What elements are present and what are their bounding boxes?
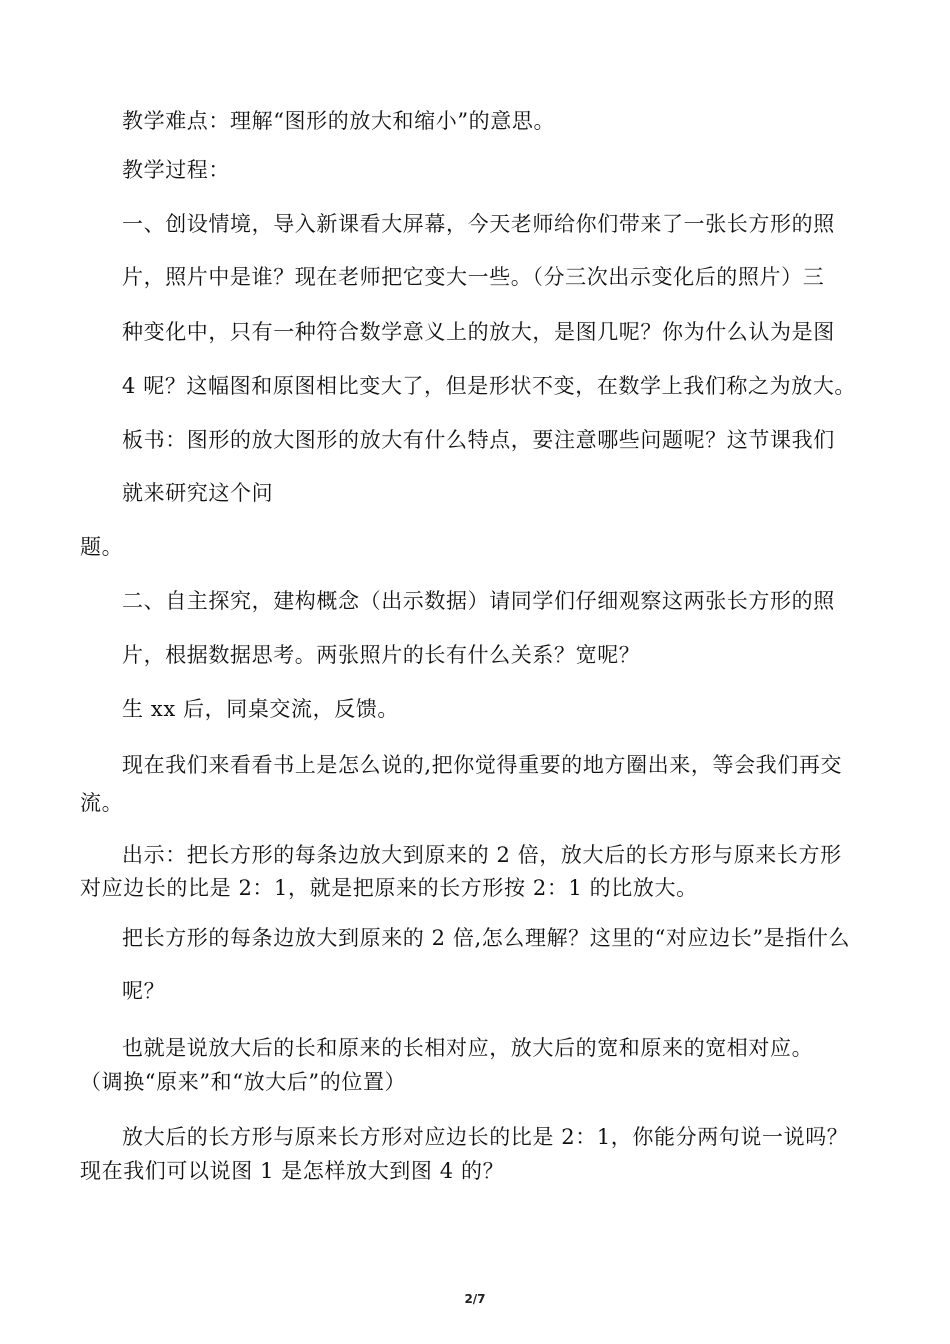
text-line: 也就是说放大后的长和原来的长相对应，放大后的宽和原来的宽相对应。: [122, 1036, 814, 1060]
text-line: 教学过程：: [122, 158, 230, 182]
text-line: 把长方形的每条边放大到原来的 2 倍,怎么理解？这里的“对应边长”是指什么: [122, 926, 851, 950]
text-line: 就来研究这个问: [122, 481, 274, 505]
text-line: 教学难点：理解“图形的放大和缩小”的意思。: [122, 109, 556, 133]
text-line: 流。: [80, 791, 124, 815]
text-line: 板书：图形的放大图形的放大有什么特点，要注意哪些问题呢？这节课我们: [122, 428, 835, 452]
text-line: 放大后的长方形与原来长方形对应边长的比是 2：1，你能分两句说一说吗？: [122, 1125, 849, 1149]
text-line: 二、自主探究，建构概念（出示数据）请同学们仔细观察这两张长方形的照: [122, 589, 835, 613]
text-line: 题。: [80, 535, 124, 559]
page-number: 2/7: [464, 1292, 486, 1306]
text-line: 现在我们可以说图 1 是怎样放大到图 4 的？: [80, 1159, 505, 1183]
text-line: 片，照片中是谁？现在老师把它变大一些。（分三次出示变化后的照片）三: [122, 265, 825, 289]
text-line: 对应边长的比是 2：1，就是把原来的长方形按 2：1 的比放大。: [80, 876, 698, 900]
text-line: 种变化中，只有一种符合数学意义上的放大，是图几呢？你为什么认为是图: [122, 320, 835, 344]
text-line: 4 呢？这幅图和原图相比变大了，但是形状不变，在数学上我们称之为放大。: [122, 374, 857, 398]
text-line: 现在我们来看看书上是怎么说的,把你觉得重要的地方圈出来，等会我们再交: [122, 753, 843, 777]
text-line: 片，根据数据思考。两张照片的长有什么关系？宽呢？: [122, 643, 641, 667]
text-line: 出示：把长方形的每条边放大到原来的 2 倍，放大后的长方形与原来长方形: [122, 843, 842, 867]
text-line: （调换“原来”和“放大后”的位置）: [80, 1070, 407, 1094]
text-line: 一、创设情境，导入新课看大屏幕，今天老师给你们带来了一张长方形的照: [122, 212, 835, 236]
text-line: 呢？: [122, 979, 166, 1003]
text-line: 生 xx 后，同桌交流，反馈。: [122, 697, 400, 721]
